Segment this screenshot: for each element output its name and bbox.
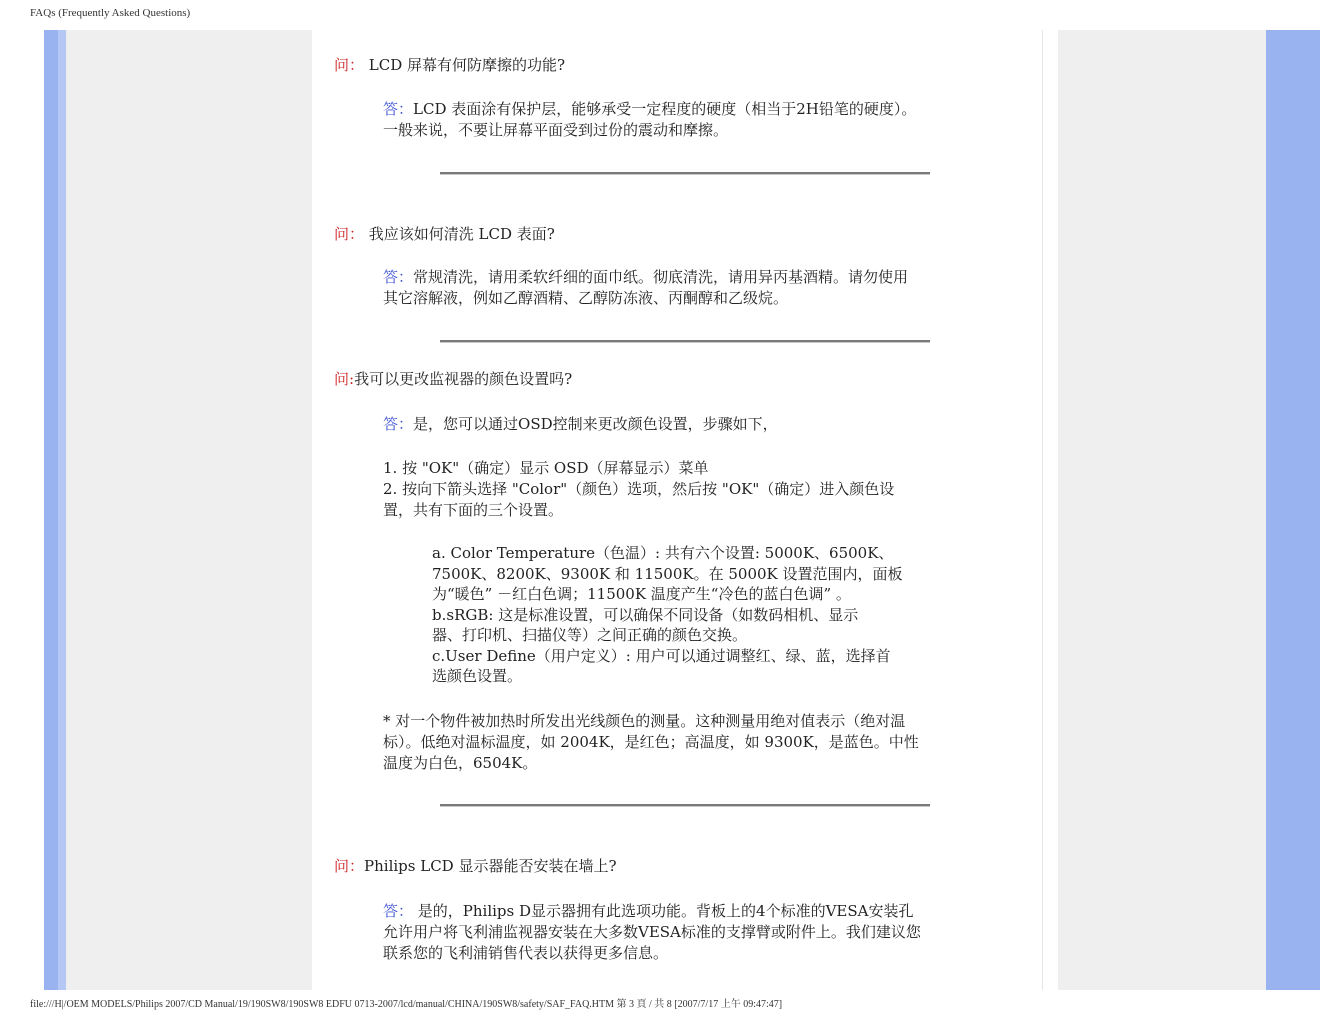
question-mark: 问： (334, 225, 365, 243)
content-right-edge (1042, 30, 1043, 990)
faq-question-3 (334, 369, 572, 389)
note-line: * 对一个物件被加热时所发出光线颜色的测量。这种测量用绝对值表示（绝对温 (383, 712, 906, 730)
separator-rule (440, 172, 930, 175)
faq-answer-3-intro (383, 414, 989, 435)
question-text: LCD 屏幕有何防摩擦的功能? (364, 56, 566, 74)
faq-content (312, 30, 1042, 990)
faq-answer-4 (383, 901, 989, 964)
answer-line: LCD 表面涂有保护层，能够承受一定程度的硬度（相当于2H铅笔的硬度）。 (413, 100, 917, 118)
color-options (432, 543, 952, 687)
question-mark: 问： (334, 857, 365, 875)
option-line: c.User Define（用户定义）: 用户可以通过调整红、绿、蓝，选择首 (432, 646, 891, 665)
answer-mark: 答： (383, 100, 414, 118)
option-line: 选颜色设置。 (432, 667, 523, 685)
option-line: 为“暖色” －红白色调；11500K 温度产生“冷色的蓝白色调” 。 (432, 585, 851, 603)
answer-mark: 答： (383, 268, 414, 286)
question-text: 我可以更改监视器的颜色设置吗? (354, 370, 573, 388)
separator-rule (440, 804, 930, 807)
question-mark: 问: (334, 370, 355, 388)
left-gray-band (66, 30, 312, 990)
right-blue-band (1266, 30, 1320, 990)
answer-mark: 答： (383, 415, 414, 433)
note-line: 温度为白色，6504K。 (383, 754, 538, 772)
answer-line: 允许用户将飞利浦监视器安装在大多数VESA标准的支撑臂或附件上。我们建议您 (383, 923, 921, 941)
answer-line: 是，您可以通过OSD控制来更改颜色设置，步骤如下， (413, 415, 778, 433)
answer-line: 其它溶解液，例如乙醇酒精、乙醇防冻液、丙酮醇和乙级烷。 (383, 289, 789, 307)
question-text: 我应该如何清洗 LCD 表面? (364, 225, 555, 243)
separator-rule (440, 340, 930, 343)
left-inner-band (58, 30, 66, 990)
question-text: Philips LCD 显示器能否安装在墙上? (364, 857, 617, 875)
page-footer-path: file:///H|/OEM MODELS/Philips 2007/CD Manual/19/190SW8/190SW8 EDFU 0713-2007/lcd/manual/CHINA/190SW8/safety/SAF_FAQ.HTM 第 3 頁 / 共 8 [2007/7/17 上午 09:47:47] (30, 999, 783, 1010)
color-steps (383, 458, 989, 521)
option-line: b.sRGB: 这是标准设置，可以确保不同设备（如数码相机、显示 (432, 605, 859, 624)
color-temperature-note (383, 711, 989, 774)
step-line: 2. 按向下箭头选择 "Color"（颜色）选项，然后按 "OK"（确定）进入颜色设 (383, 480, 895, 498)
answer-line: 一般来说，不要让屏幕平面受到过份的震动和摩擦。 (383, 121, 729, 139)
faq-answer-2 (383, 267, 989, 309)
faq-question-4 (334, 856, 617, 876)
faq-question-1 (334, 55, 565, 75)
faq-question-2 (334, 224, 555, 244)
option-line: 器、打印机、扫描仪等）之间正确的颜色交换。 (432, 626, 748, 644)
answer-line: 联系您的飞利浦销售代表以获得更多信息。 (383, 944, 669, 962)
step-line: 置，共有下面的三个设置。 (383, 501, 564, 519)
note-line: 标）。低绝对温标温度，如 2004K，是红色；高温度，如 9300K，是蓝色。中性 (383, 733, 919, 751)
answer-mark: 答： (383, 902, 414, 920)
step-line: 1. 按 "OK"（确定）显示 OSD（屏幕显示）菜单 (383, 459, 709, 477)
option-line: 7500K、8200K、9300K 和 11500K。在 5000K 设置范围内，面板 (432, 564, 903, 583)
answer-line: 是的，Philips D显示器拥有此选项功能。背板上的4个标准的VESA安装孔 (413, 902, 914, 920)
option-line: a. Color Temperature（色温）: 共有六个设置: 5000K、6500K、 (432, 544, 894, 562)
answer-line: 常规清洗，请用柔软纤细的面巾纸。彻底清洗，请用异丙基酒精。请勿使用 (413, 268, 909, 286)
faq-answer-1 (383, 99, 989, 141)
page-header-title: FAQs (Frequently Asked Questions) (30, 7, 191, 19)
question-mark: 问： (334, 56, 365, 74)
right-gray-band (1058, 30, 1266, 990)
